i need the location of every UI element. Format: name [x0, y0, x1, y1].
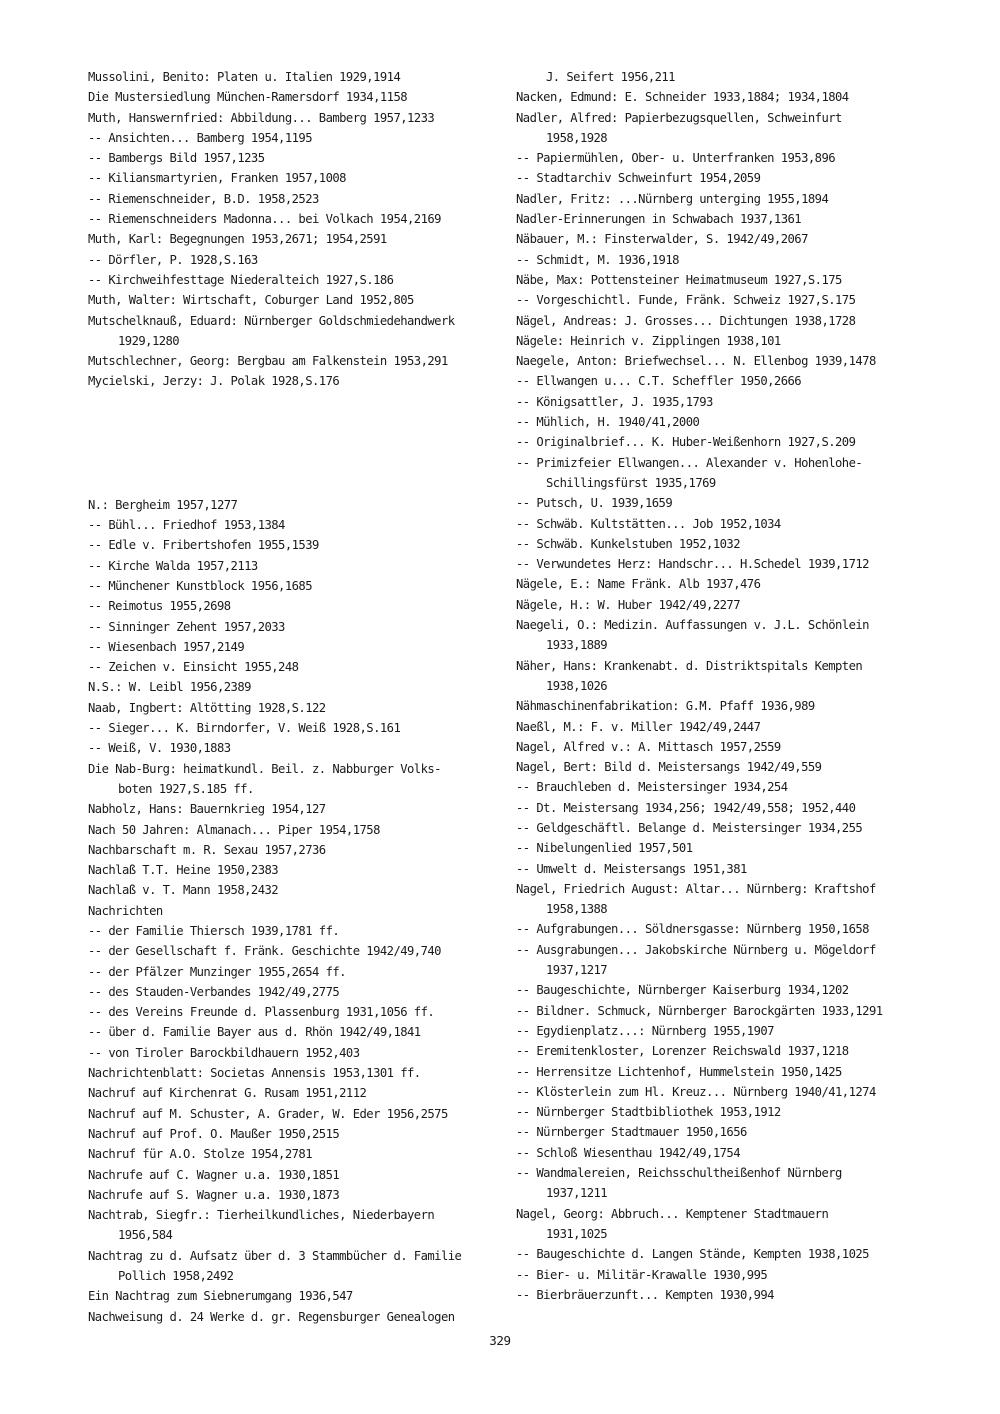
- index-entry: -- Kirche Walda 1957,2113: [88, 558, 258, 573]
- index-entry: Mutschelknauß, Eduard: Nürnberger Goldschmiedehandwerk: [88, 313, 455, 328]
- page-number: 329: [489, 1333, 511, 1348]
- index-entry: -- Reimotus 1955,2698: [88, 599, 231, 614]
- index-entry: Pollich 1958,2492: [118, 1269, 234, 1284]
- index-entry: -- Edle v. Fribertshofen 1955,1539: [88, 538, 319, 553]
- index-entry: -- Aufgrabungen... Söldnersgasse: Nürnberg 1950,1658: [516, 922, 869, 937]
- index-entry: -- Umwelt d. Meistersangs 1951,381: [516, 861, 747, 876]
- index-entry: Nachrichtenblatt: Societas Annensis 1953,1301 ff.: [88, 1066, 421, 1081]
- index-entry: -- Brauchleben d. Meistersinger 1934,254: [516, 780, 788, 795]
- index-entry: -- Primizfeier Ellwangen... Alexander v. Hohenlohe-: [516, 455, 863, 470]
- index-entry: Nadler-Erinnerungen in Schwabach 1937,1361: [516, 212, 802, 227]
- index-entry: Nachbarschaft m. R. Sexau 1957,2736: [88, 842, 326, 857]
- index-entry: -- der Familie Thiersch 1939,1781 ff.: [88, 923, 340, 938]
- index-entry: Nagel, Georg: Abbruch... Kemptener Stadtmauern: [516, 1206, 829, 1221]
- index-entry: -- Klösterlein zum Hl. Kreuz... Nürnberg 1940/41,1274: [516, 1084, 876, 1099]
- index-entry: Nachlaß T.T. Heine 1950,2383: [88, 863, 279, 878]
- index-entry: -- Ausgrabungen... Jakobskirche Nürnberg u. Mögeldorf: [516, 942, 876, 957]
- index-entry: -- Dörfler, P. 1928,S.163: [88, 252, 258, 267]
- index-entry: -- Schwäb. Kultstätten... Job 1952,1034: [516, 516, 781, 531]
- index-entry: 1931,1025: [546, 1226, 608, 1241]
- index-entry: -- Bambergs Bild 1957,1235: [88, 151, 265, 166]
- index-entry: Nachtrab, Siegfr.: Tierheilkundliches, Niederbayern: [88, 1208, 435, 1223]
- index-entry: -- Zeichen v. Einsicht 1955,248: [88, 660, 299, 675]
- index-entry: Nagel, Friedrich August: Altar... Nürnberg: Kraftshof: [516, 881, 876, 896]
- index-entry: N.: Bergheim 1957,1277: [88, 497, 238, 512]
- index-entry: -- Verwundetes Herz: Handschr... H.Schedel 1939,1712: [516, 557, 869, 572]
- index-entry: -- Kiliansmartyrien, Franken 1957,1008: [88, 171, 346, 186]
- index-entry: Nägel, Andreas: J. Grosses... Dichtungen 1938,1728: [516, 313, 856, 328]
- index-entry: -- Vorgeschichtl. Funde, Fränk. Schweiz 1927,S.175: [516, 293, 856, 308]
- index-entry: 1958,1388: [546, 902, 608, 917]
- index-entry: -- Bier- u. Militär-Krawalle 1930,995: [516, 1267, 768, 1282]
- index-entry: 1929,1280: [118, 333, 180, 348]
- index-entry: Nagel, Alfred v.: A. Mittasch 1957,2559: [516, 739, 781, 754]
- index-entry: -- Putsch, U. 1939,1659: [516, 496, 673, 511]
- index-entry: -- Wiesenbach 1957,2149: [88, 639, 245, 654]
- index-entry: 1956,584: [118, 1228, 173, 1243]
- index-entry: -- Originalbrief... K. Huber-Weißenhorn 1927,S.209: [516, 435, 856, 450]
- index-group-right: [516, 67, 936, 1305]
- index-entry: Nacken, Edmund: E. Schneider 1933,1884; 1934,1804: [516, 90, 849, 105]
- index-entry: -- Ellwangen u... C.T. Scheffler 1950,2666: [516, 374, 802, 389]
- index-entry: -- Egydienplatz...: Nürnberg 1955,1907: [516, 1023, 774, 1038]
- index-entry: Muth, Walter: Wirtschaft, Coburger Land 1952,805: [88, 293, 414, 308]
- index-entry: -- Kirchweihfesttage Niederalteich 1927,S.186: [88, 272, 394, 287]
- index-entry: -- Sinninger Zehent 1957,2033: [88, 619, 285, 634]
- index-entry: Nagel, Bert: Bild d. Meistersangs 1942/49,559: [516, 760, 822, 775]
- index-entry: Muth, Hanswernfried: Abbildung... Bamberg 1957,1233: [88, 110, 435, 125]
- index-entry: Schillingsfürst 1935,1769: [546, 475, 716, 490]
- index-entry: -- Wandmalereien, Reichsschultheißenhof Nürnberg: [516, 1166, 842, 1181]
- index-entry: -- Weiß, V. 1930,1883: [88, 741, 231, 756]
- left-column: [88, 67, 498, 1327]
- index-entry: -- Baugeschichte, Nürnberger Kaiserburg 1934,1202: [516, 983, 849, 998]
- index-entry: Nachruf auf Kirchenrat G. Rusam 1951,2112: [88, 1086, 367, 1101]
- index-entry: N.S.: W. Leibl 1956,2389: [88, 680, 251, 695]
- index-entry: Nachlaß v. T. Mann 1958,2432: [88, 883, 279, 898]
- index-entry: -- Dt. Meistersang 1934,256; 1942/49,558; 1952,440: [516, 800, 856, 815]
- index-entry: Mussolini, Benito: Platen u. Italien 1929,1914: [88, 70, 401, 84]
- index-entry: -- Riemenschneiders Madonna... bei Volkach 1954,2169: [88, 212, 441, 227]
- index-entry: -- Königsattler, J. 1935,1793: [516, 394, 713, 409]
- index-entry: -- Ansichten... Bamberg 1954,1195: [88, 130, 312, 145]
- index-entry: Näbe, Max: Pottensteiner Heimatmuseum 1927,S.175: [516, 272, 842, 287]
- index-entry: Ein Nachtrag zum Siebnerumgang 1936,547: [88, 1289, 353, 1304]
- index-group-n: [88, 495, 498, 1327]
- index-entry: Muth, Karl: Begegnungen 1953,2671; 1954,2591: [88, 232, 387, 247]
- index-entry: Nähmaschinenfabrikation: G.M. Pfaff 1936,989: [516, 699, 815, 714]
- index-entry: -- Stadtarchiv Schweinfurt 1954,2059: [516, 171, 761, 186]
- index-entry: Nägele, H.: W. Huber 1942/49,2277: [516, 597, 740, 612]
- index-entry: 1933,1889: [546, 638, 608, 653]
- index-entry: -- Bildner. Schmuck, Nürnberger Barockgärten 1933,1291: [516, 1003, 883, 1018]
- right-column: [516, 67, 936, 1305]
- index-entry: Nadler, Fritz: ...Nürnberg unterging 1955,1894: [516, 191, 829, 206]
- index-entry: Nachtrag zu d. Aufsatz über d. 3 Stammbücher d. Familie: [88, 1248, 462, 1263]
- index-entry: 1938,1026: [546, 678, 608, 693]
- index-entry: -- über d. Familie Bayer aus d. Rhön 1942/49,1841: [88, 1025, 421, 1040]
- index-entry: -- Nürnberger Stadtmauer 1950,1656: [516, 1125, 747, 1140]
- index-entry: Nadler, Alfred: Papierbezugsquellen, Schweinfurt: [516, 110, 842, 125]
- index-entry: -- Bühl... Friedhof 1953,1384: [88, 518, 285, 533]
- index-entry: -- Geldgeschäftl. Belange d. Meistersinger 1934,255: [516, 820, 863, 835]
- index-group-m: [88, 67, 498, 392]
- index-entry: Naeßl, M.: F. v. Miller 1942/49,2447: [516, 719, 761, 734]
- index-entry: Näbauer, M.: Finsterwalder, S. 1942/49,2067: [516, 232, 808, 247]
- index-entry: Nägele, E.: Name Fränk. Alb 1937,476: [516, 577, 761, 592]
- index-entry: -- der Gesellschaft f. Fränk. Geschichte 1942/49,740: [88, 944, 441, 959]
- index-entry: -- des Vereins Freunde d. Plassenburg 1931,1056 ff.: [88, 1005, 435, 1020]
- index-entry: -- Münchener Kunstblock 1956,1685: [88, 578, 312, 593]
- index-entry: -- Baugeschichte d. Langen Stände, Kempten 1938,1025: [516, 1247, 869, 1262]
- index-entry: Nach 50 Jahren: Almanach... Piper 1954,1758: [88, 822, 380, 837]
- index-entry: -- des Stauden-Verbandes 1942/49,2775: [88, 984, 340, 999]
- index-entry: Nachruf auf Prof. O. Maußer 1950,2515: [88, 1126, 340, 1141]
- group-spacer: [88, 392, 498, 495]
- index-entry: Die Nab-Burg: heimatkundl. Beil. z. Nabburger Volks-: [88, 761, 441, 776]
- index-entry: Nabholz, Hans: Bauernkrieg 1954,127: [88, 802, 326, 817]
- index-entry: Nachrufe auf S. Wagner u.a. 1930,1873: [88, 1187, 340, 1202]
- index-entry: Mycielski, Jerzy: J. Polak 1928,S.176: [88, 374, 340, 389]
- index-entry: 1958,1928: [546, 130, 608, 145]
- index-entry: Nachruf auf M. Schuster, A. Grader, W. Eder 1956,2575: [88, 1106, 448, 1121]
- index-entry: -- Herrensitze Lichtenhof, Hummelstein 1950,1425: [516, 1064, 842, 1079]
- index-entry: Nachweisung d. 24 Werke d. gr. Regensburger Genealogen: [88, 1309, 455, 1324]
- index-entry: Nachrichten: [88, 903, 163, 918]
- index-entry: -- Eremitenkloster, Lorenzer Reichswald 1937,1218: [516, 1044, 849, 1059]
- index-entry: -- Schwäb. Kunkelstuben 1952,1032: [516, 536, 740, 551]
- index-entry: -- Schmidt, M. 1936,1918: [516, 252, 679, 267]
- index-entry: J. Seifert 1956,211: [546, 70, 675, 84]
- index-entry: -- Nibelungenlied 1957,501: [516, 841, 693, 856]
- index-entry: Nachruf für A.O. Stolze 1954,2781: [88, 1147, 312, 1162]
- index-entry: 1937,1211: [546, 1186, 608, 1201]
- index-entry: boten 1927,S.185 ff.: [118, 781, 254, 796]
- index-entry: Näher, Hans: Krankenabt. d. Distriktspitals Kempten: [516, 658, 863, 673]
- index-entry: -- der Pfälzer Munzinger 1955,2654 ff.: [88, 964, 346, 979]
- index-entry: -- Riemenschneider, B.D. 1958,2523: [88, 191, 319, 206]
- index-entry: Nägele: Heinrich v. Zipplingen 1938,101: [516, 333, 781, 348]
- index-entry: -- Sieger... K. Birndorfer, V. Weiß 1928,S.161: [88, 721, 401, 736]
- index-entry: Naab, Ingbert: Altötting 1928,S.122: [88, 700, 326, 715]
- index-entry: -- Nürnberger Stadtbibliothek 1953,1912: [516, 1105, 781, 1120]
- index-entry: 1937,1217: [546, 963, 608, 978]
- index-entry: -- von Tiroler Barockbildhauern 1952,403: [88, 1045, 360, 1060]
- index-entry: Naegele, Anton: Briefwechsel... N. Ellenbog 1939,1478: [516, 354, 876, 369]
- index-entry: Naegeli, O.: Medizin. Auffassungen v. J.L. Schönlein: [516, 618, 869, 633]
- index-entry: Nachrufe auf C. Wagner u.a. 1930,1851: [88, 1167, 340, 1182]
- index-entry: Die Mustersiedlung München-Ramersdorf 1934,1158: [88, 90, 408, 105]
- index-entry: -- Bierbräuerzunft... Kempten 1930,994: [516, 1287, 774, 1302]
- index-entry: Mutschlechner, Georg: Bergbau am Falkenstein 1953,291: [88, 354, 448, 369]
- index-entry: -- Mühlich, H. 1940/41,2000: [516, 415, 700, 430]
- index-entry: -- Schloß Wiesenthau 1942/49,1754: [516, 1145, 740, 1160]
- index-entry: -- Papiermühlen, Ober- u. Unterfranken 1953,896: [516, 151, 836, 166]
